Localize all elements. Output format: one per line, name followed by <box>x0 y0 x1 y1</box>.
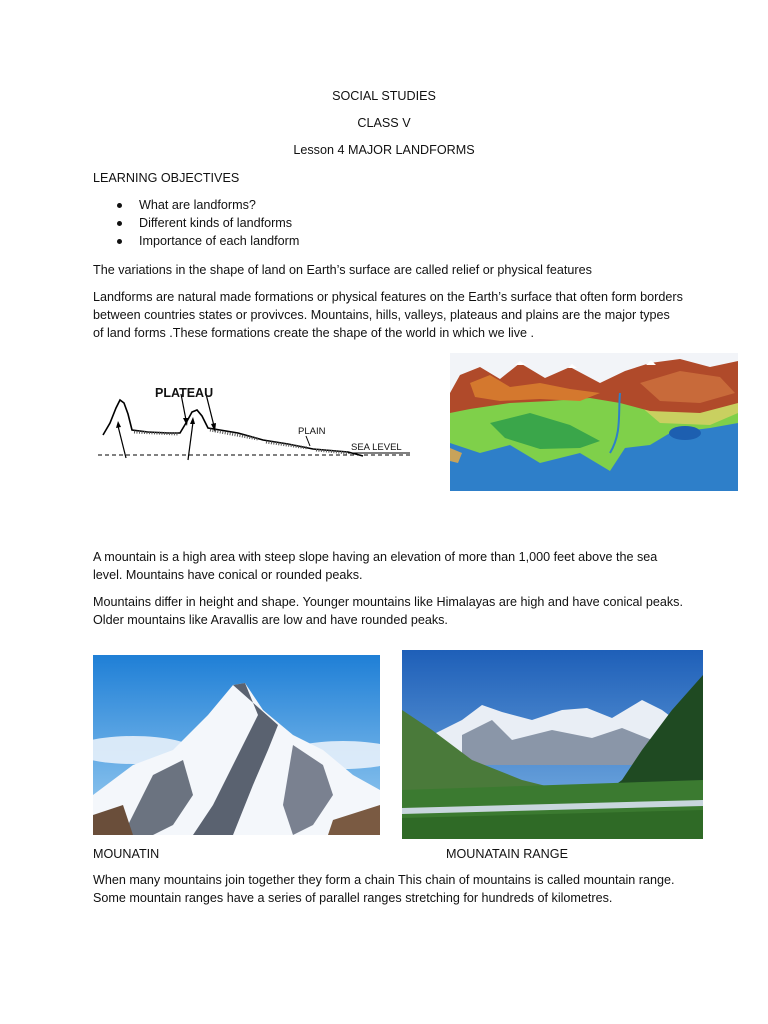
plain-label: PLAIN <box>298 426 326 437</box>
sea-level-label: SEA LEVEL <box>351 442 402 453</box>
bullet-icon <box>117 221 122 226</box>
mountain-caption: MOUNATIN <box>93 847 160 861</box>
list-item: Different kinds of landforms <box>117 214 299 232</box>
bullet-icon <box>117 203 122 208</box>
class-title: CLASS V <box>357 116 411 130</box>
plateau-label: PLATEAU <box>155 386 214 400</box>
list-item: Importance of each landform <box>117 232 299 250</box>
mountain-range-caption: MOUNATAIN RANGE <box>446 847 568 861</box>
mountain-range-paragraph: When many mountains join together they form a chain This chain of mountains is called mountain range. Some mountain ranges have a series of parallel ranges stretching for hundreds of kilometres. <box>93 873 675 905</box>
list-item: What are landforms? <box>117 196 299 214</box>
objectives-list <box>117 196 299 250</box>
objectives-heading: LEARNING OBJECTIVES <box>93 171 240 185</box>
landforms-map-image <box>450 353 738 491</box>
mountain-range-image <box>402 650 703 839</box>
mountain-image <box>93 655 380 835</box>
relief-paragraph: The variations in the shape of land on Earth’s surface are called relief or physical features <box>93 263 592 277</box>
subject-title: SOCIAL STUDIES <box>332 89 436 103</box>
plateau-diagram <box>98 378 413 463</box>
mountain-photo-illustration <box>93 655 380 835</box>
bullet-icon <box>117 239 122 244</box>
mountain-range-photo-illustration <box>402 650 703 839</box>
landforms-map-illustration <box>450 353 738 491</box>
mountain-differ-paragraph: Mountains differ in height and shape. Younger mountains like Himalayas are high and have conical peaks. Older mountains like Aravallis are low and have rounded peaks. <box>93 595 683 627</box>
mountain-paragraph: A mountain is a high area with steep slope having an elevation of more than 1,000 feet above the sea level. Mountains have conical or rounded peaks. <box>93 550 658 582</box>
lesson-title: Lesson 4 MAJOR LANDFORMS <box>293 143 475 157</box>
landforms-paragraph: Landforms are natural made formations or physical features on the Earth’s surface that often form borders between countries states or provivces. Mountains, hills, valleys, plateaus and plains are the major types of land forms .These formations create the shape of the world in which we live . <box>93 290 683 340</box>
